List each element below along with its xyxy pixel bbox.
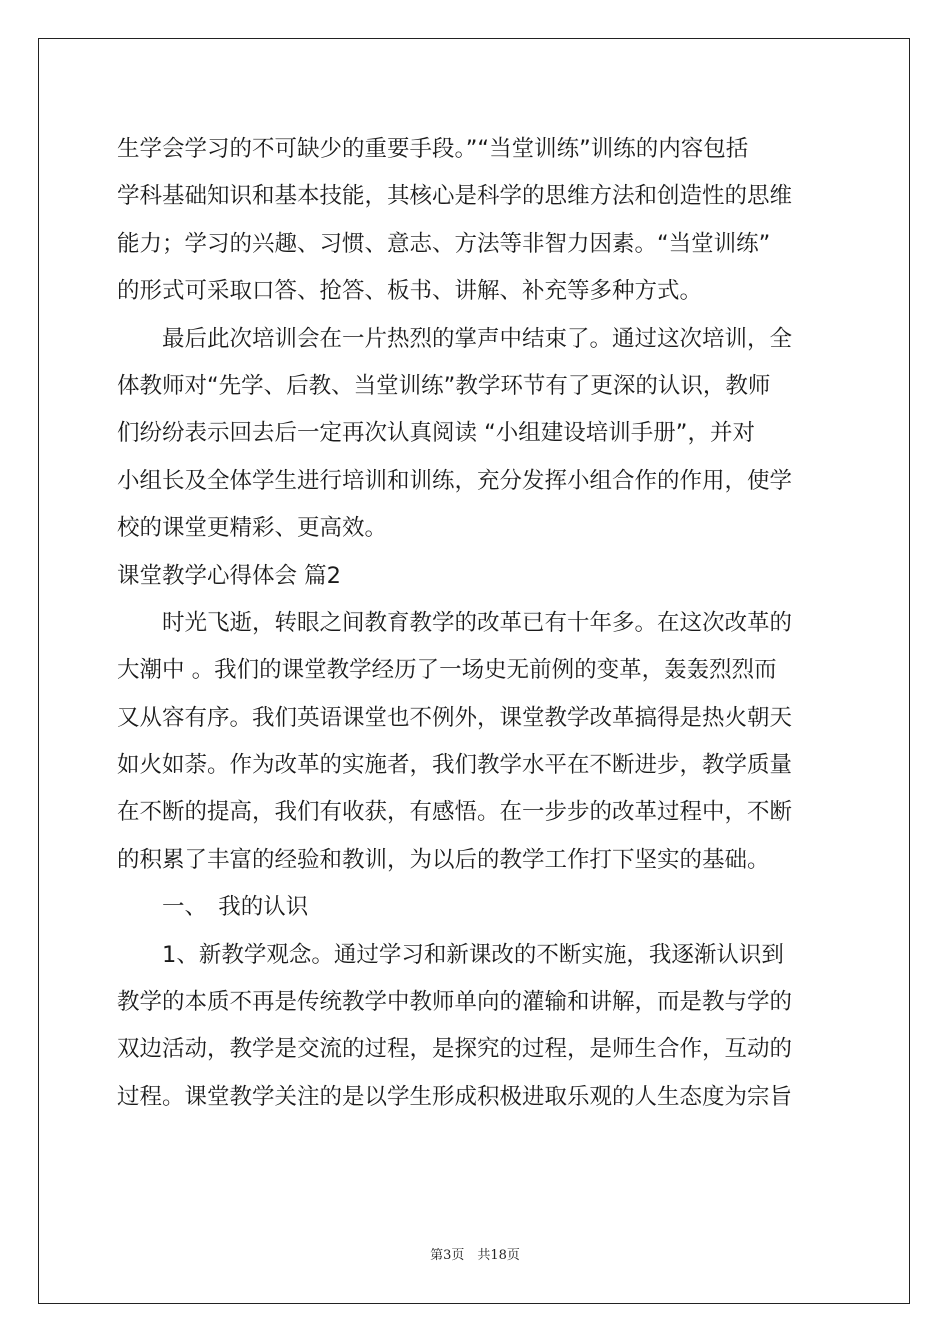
text-line: 小组长及全体学生进行培训和训练，充分发挥小组合作的作用，使学 (117, 467, 793, 494)
text-line: 们纷纷表示回去后一定再次认真阅读 “小组建设培训手册”，并对 (117, 420, 755, 447)
text-line: 学科基础知识和基本技能，其核心是科学的思维方法和创造性的思维 (117, 183, 793, 210)
text-line: 又从容有序。我们英语课堂也不例外，课堂教学改革搞得是热火朝天 (117, 704, 793, 731)
page-number: 第3页 共18页 (430, 1248, 520, 1263)
text-line: 最后此次培训会在一片热烈的掌声中结束了。通过这次培训，全 (117, 325, 793, 352)
subsection-heading: 一、 我的认识 (117, 894, 309, 921)
text-line: 的形式可采取口答、抢答、板书、讲解、补充等多种方式。 (117, 278, 703, 305)
section-heading: 课堂教学心得体会 篇2 (117, 562, 341, 589)
text-line: 大潮中 。我们的课堂教学经历了一场史无前例的变革，轰轰烈烈而 (117, 657, 777, 684)
text-line: 生学会学习的不可缺少的重要手段。”“当堂训练”训练的内容包括 (117, 136, 749, 162)
text-line: 教学的本质不再是传统教学中教师单向的灌输和讲解，而是教与学的 (117, 989, 793, 1016)
text-line: 双边活动，教学是交流的过程，是探究的过程，是师生合作，互动的 (117, 1036, 793, 1063)
text-line: 体教师对“先学、后教、当堂训练”教学环节有了更深的认识，教师 (117, 372, 771, 399)
text-line: 1、新教学观念。通过学习和新课改的不断实施，我逐渐认识到 (117, 941, 784, 968)
text-line: 能力；学习的兴趣、习惯、意志、方法等非智力因素。“当堂训练” (117, 230, 771, 257)
text-line: 校的课堂更精彩、更高效。 (117, 515, 388, 542)
text-line: 时光飞逝，转眼之间教育教学的改革已有十年多。在这次改革的 (117, 609, 793, 636)
text-line: 的积累了丰富的经验和教训，为以后的教学工作打下坚实的基础。 (117, 846, 770, 873)
text-line: 如火如荼。作为改革的实施者，我们教学水平在不断进步，教学质量 (117, 752, 793, 779)
text-line: 在不断的提高，我们有收获，有感悟。在一步步的改革过程中，不断 (117, 799, 793, 826)
text-line: 过程。课堂教学关注的是以学生形成积极进取乐观的人生态度为宗旨 (117, 1083, 793, 1110)
document-body (117, 126, 833, 1121)
